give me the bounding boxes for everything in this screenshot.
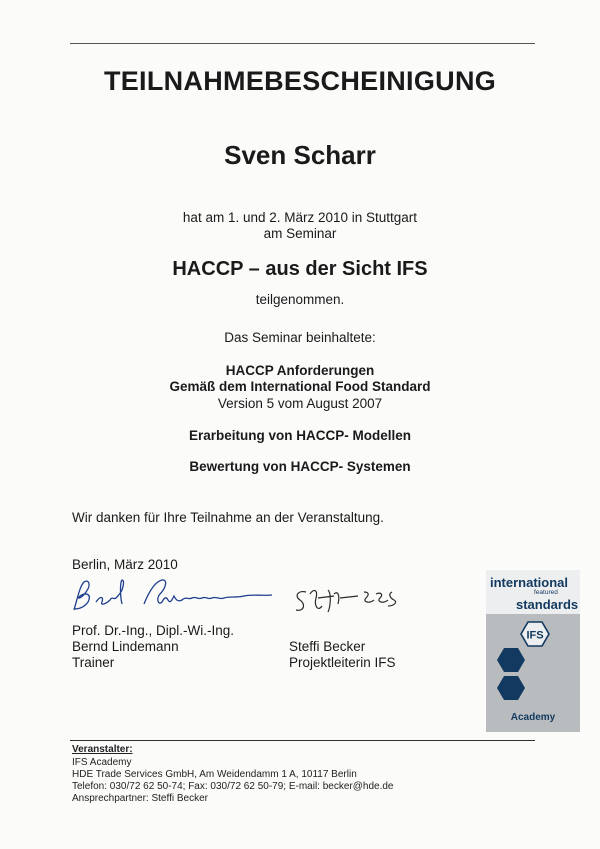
content-item-1-line-3: Version 5 vom August 2007 <box>217 396 383 411</box>
am-seminar-line: am Seminar <box>263 226 337 241</box>
logo-text-featured: featured <box>534 589 558 596</box>
place-date: Berlin, März 2010 <box>72 557 178 572</box>
date-line: hat am 1. und 2. März 2010 in Stuttgart <box>182 210 418 225</box>
took-part-line: teilgenommen. <box>255 292 345 307</box>
signer-left-name: Bernd Lindemann <box>72 639 179 654</box>
footer-line-3: Telefon: 030/72 62 50-74; Fax: 030/72 62 50-79; E-mail: becker@hde.de <box>72 781 394 792</box>
signature-becker <box>288 584 408 618</box>
top-rule <box>70 43 535 44</box>
seminar-title: HACCP – aus der Sicht IFS <box>172 258 428 280</box>
certificate-title: TEILNAHMEBESCHEINIGUNG <box>103 66 497 96</box>
footer-line-4: Ansprechpartner: Steffi Becker <box>72 793 208 804</box>
thanks-line: Wir danken für Ihre Teilnahme an der Veranstaltung. <box>72 510 384 525</box>
contents-intro: Das Seminar beinhaltete: <box>224 330 376 345</box>
logo-text-international: international <box>490 575 569 590</box>
ifs-hexagon-icon <box>486 616 580 712</box>
logo-header <box>486 570 580 614</box>
footer-heading: Veranstalter: <box>72 744 133 755</box>
signer-right-role: Projektleiterin IFS <box>289 655 396 670</box>
signature-lindemann <box>66 574 286 616</box>
logo-text-standards: standards <box>516 597 579 612</box>
participant-name: Sven Scharr <box>224 140 376 170</box>
footer-line-1: IFS Academy <box>72 757 132 768</box>
content-item-1-line-2: Gemäß dem International Food Standard <box>169 379 431 394</box>
content-item-3: Bewertung von HACCP- Systemen <box>189 459 411 474</box>
signer-left-title: Prof. Dr.-Ing., Dipl.-Wi.-Ing. <box>72 623 235 638</box>
signer-left-role: Trainer <box>72 655 115 670</box>
signer-right-name: Steffi Becker <box>289 639 366 654</box>
content-item-1-line-1: HACCP Anforderungen <box>225 363 375 378</box>
logo-text-academy: Academy <box>510 712 556 723</box>
bottom-rule <box>70 740 535 741</box>
content-item-2: Erarbeitung von HACCP- Modellen <box>188 428 411 443</box>
ifs-academy-logo <box>486 570 580 732</box>
footer-line-2: HDE Trade Services GmbH, Am Weidendamm 1 A, 10117 Berlin <box>72 769 357 780</box>
ifs-badge-text: IFS <box>526 629 544 642</box>
